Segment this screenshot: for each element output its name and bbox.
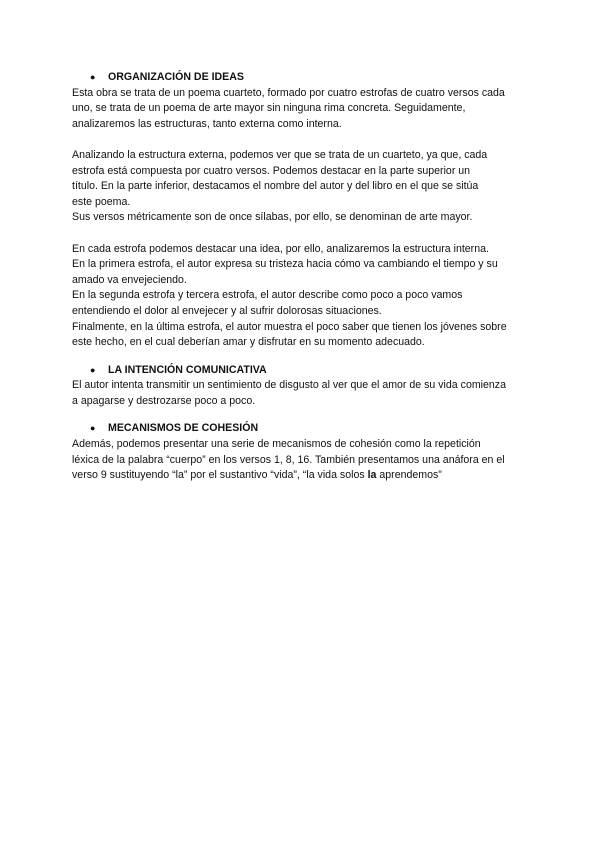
- document-content: [72, 70, 532, 484]
- paragraph: El autor intenta transmitir un sentimiento de disgusto al ver que el amor de su vida comienza a apagarse y destrozarse poco a poco.: [72, 379, 506, 407]
- bullet-icon: ●: [90, 423, 96, 434]
- paragraph: Analizando la estructura externa, podemos ver que se trata de un cuarteto, ya que, cada estrofa está compuesta por cuatro versos. Podemos destacar en la parte superior un título. En la parte inferior, destacamos el nombre del autor y del libro en el que se sitúa este poema. Sus versos métricamente son de once sílabas, por ello, se denominan de arte mayor.: [72, 148, 488, 224]
- paragraph: En cada estrofa podemos destacar una idea, por ello, analizaremos la estructura interna. En la primera estrofa, el autor expresa su tristeza hacia cómo va cambiando el tiempo y su amado va envejeciendo. En la segunda estrofa y tercera estrofa, el autor describe como poco a poco vamos entendiendo el dolor al envejecer y al sufrir dolorosas situaciones. Finalmente, en la última estrofa, el autor muestra el poco saber que tienen los jóvenes sobre este hecho, en el cual deberían amar y disfrutar en su momento adecuado.: [72, 242, 507, 349]
- paragraph-last-line: verso 9 sustituyendo “la” por el sustantivo “vida”, “la vida solos la aprendemos”: [72, 469, 442, 482]
- paragraph: Esta obra se trata de un poema cuarteto, formado por cuatro estrofas de cuatro versos cada uno, se trata de un poema de arte mayor sin ninguna rima concreta. Seguidamente, analizaremos las estructuras, tanto externa como interna.: [72, 86, 505, 130]
- bold-word: la: [367, 469, 377, 482]
- paragraph: Además, podemos presentar una serie de mecanismos de cohesión como la repetición léxica de la palabra “cuerpo” en los versos 1, 8, 16. También presentamos una anáfora en el verso 9 sustituyendo “la” por el sustantivo “vida”, “la vida solos la aprendemos”: [72, 437, 532, 484]
- section-heading-mecanismos: ● MECANISMOS DE COHESIÓN: [72, 421, 532, 437]
- section-heading-organizacion: ● ORGANIZACIÓN DE IDEAS: [72, 70, 532, 86]
- section-heading-intencion: ● LA INTENCIÓN COMUNICATIVA: [72, 363, 532, 379]
- bullet-icon: ●: [90, 364, 96, 375]
- bullet-icon: ●: [90, 72, 96, 82]
